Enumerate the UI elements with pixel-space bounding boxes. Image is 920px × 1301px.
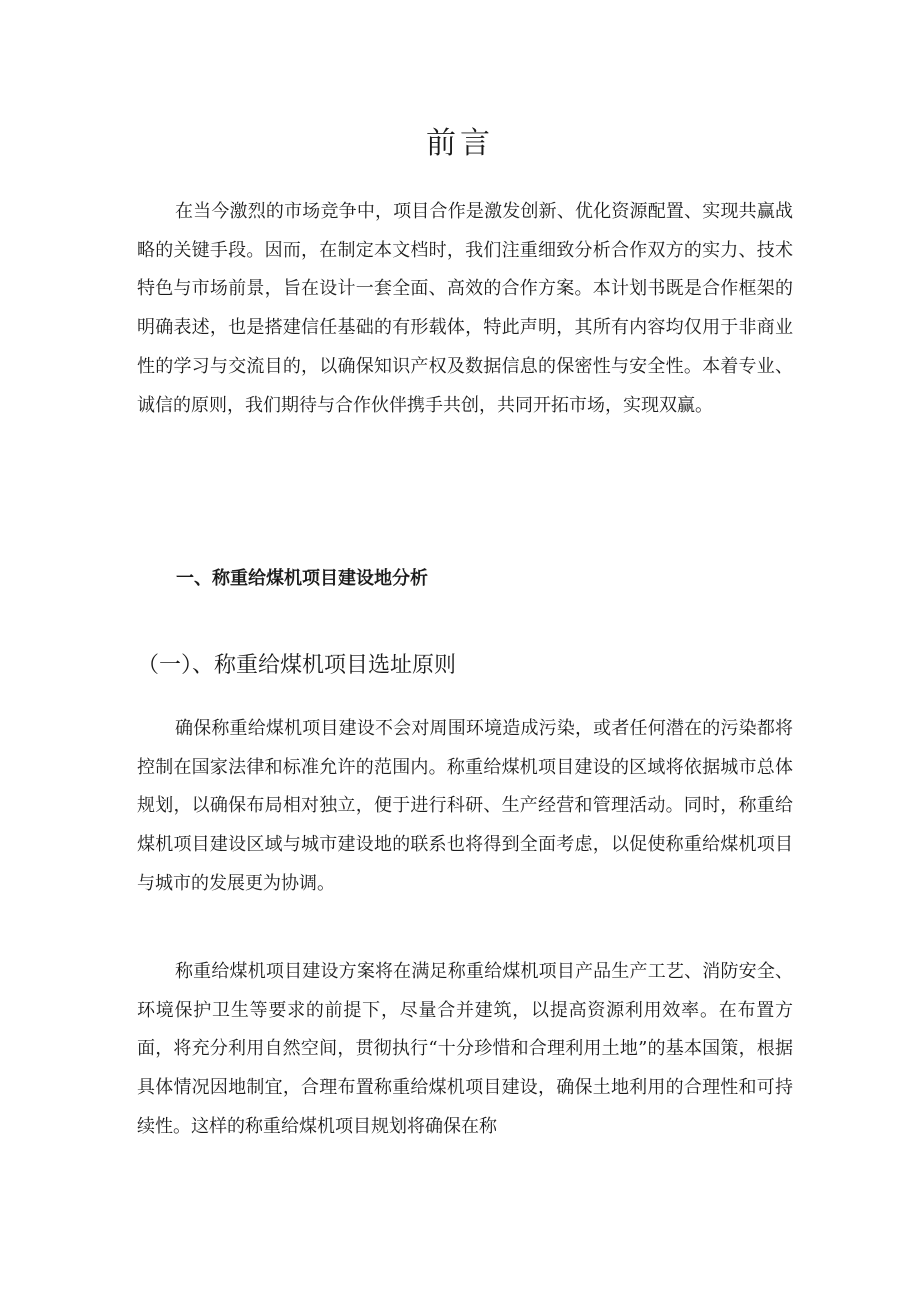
page-title: 前言	[426, 126, 494, 161]
preface-paragraph: 在当今激烈的市场竞争中，项目合作是激发创新、优化资源配置、实现共赢战略的关键手段。因而，在制定本文档时，我们注重细致分析合作双方的实力、技术特色与市场前景，旨在设计一套全面、高效的合作方案。本计划书既是合作框架的明确表述，也是搭建信任基础的有形载体，特此声明，其所有内容均仅用于非商业性的学习与交流目的，以确保知识产权及数据信息的保密性与安全性。本着专业、诚信的原则，我们期待与合作伙伴携手共创，共同开拓市场，实现双赢。	[137, 201, 793, 416]
body-paragraph-2: 称重给煤机项目建设方案将在满足称重给煤机项目产品生产工艺、消防安全、环境保护卫生等要求的前提下，尽量合并建筑，以提高资源利用效率。在布置方面，将充分利用自然空间，贯彻执行“十分珍惜和合理利用土地”的基本国策，根据具体情况因地制宜，合理布置称重给煤机项目建设，确保土地利用的合理性和可持续性。这样的称重给煤机项目规划将确保在称	[137, 961, 793, 1137]
section-heading: 一、称重给煤机项目建设地分析	[176, 568, 428, 589]
subsection-heading: （一）、称重给煤机项目选址原则	[137, 653, 457, 678]
body-paragraph-1: 确保称重给煤机项目建设不会对周围环境造成污染，或者任何潜在的污染都将控制在国家法律和标准允许的范围内。称重给煤机项目建设的区域将依据城市总体规划，以确保布局相对独立，便于进行科研、生产经营和管理活动。同时，称重给煤机项目建设区域与城市建设地的联系也将得到全面考虑，以促使称重给煤机项目与城市的发展更为协调。	[137, 718, 793, 894]
